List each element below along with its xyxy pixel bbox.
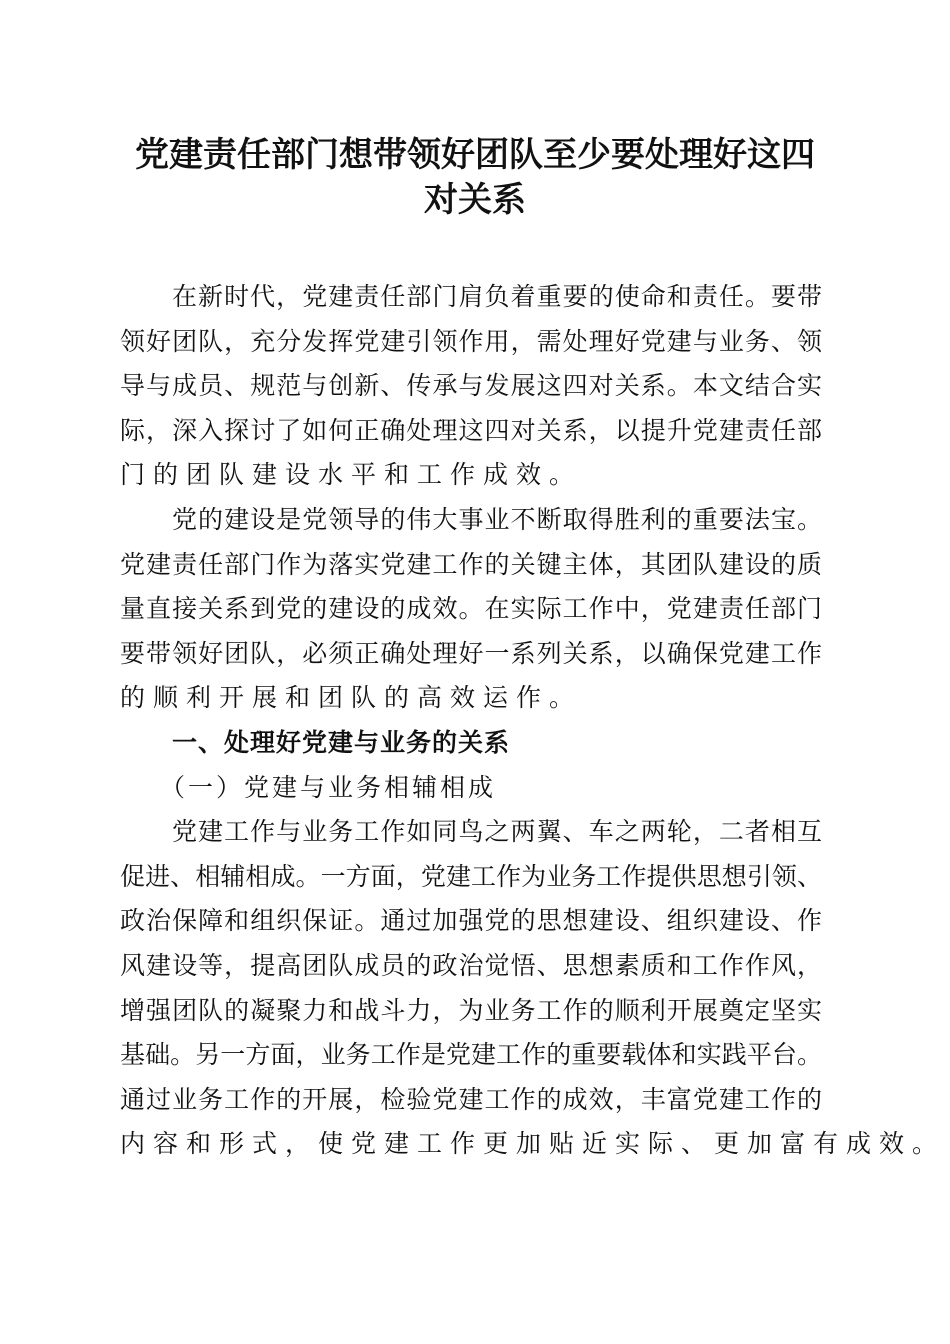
- text-line: 内容和形式，使党建工作更加贴近实际、更加富有成效。: [120, 1129, 946, 1159]
- document-title: [110, 133, 840, 223]
- text-line: 量直接关系到党的建设的成效。在实际工作中，党建责任部门: [120, 594, 822, 624]
- text-line: 增强团队的凝聚力和战斗力，为业务工作的顺利开展奠定坚实: [120, 995, 822, 1025]
- paragraph-intro: [120, 275, 822, 498]
- text-line: 党建工作与业务工作如同鸟之两翼、车之两轮，二者相互: [172, 817, 822, 847]
- text-line: 党建责任部门作为落实党建工作的关键主体，其团队建设的质: [120, 549, 822, 579]
- text-line: 领好团队，充分发挥党建引领作用，需处理好党建与业务、领: [120, 326, 822, 356]
- text-line: 基础。另一方面，业务工作是党建工作的重要载体和实践平台。: [120, 1040, 822, 1070]
- text-line: 际，深入探讨了如何正确处理这四对关系，以提升党建责任部: [120, 415, 822, 445]
- text-line: 在新时代，党建责任部门肩负着重要的使命和责任。要带: [172, 282, 822, 311]
- text-line: 要带领好团队，必须正确处理好一系列关系，以确保党建工作: [120, 638, 822, 668]
- text-line: 政治保障和组织保证。通过加强党的思想建设、组织建设、作: [120, 906, 822, 936]
- text-line: 导与成员、规范与创新、传承与发展这四对关系。本文结合实: [120, 371, 822, 401]
- title-line-1: 党建责任部门想带领好团队至少要处理好这四: [135, 135, 815, 175]
- paragraph-section-1: [120, 810, 946, 1167]
- text-line: 促进、相辅相成。一方面，党建工作为业务工作提供思想引领、: [120, 861, 822, 891]
- paragraph-background: [120, 498, 822, 721]
- subsection-heading: （一）党建与业务相辅相成: [160, 772, 497, 802]
- title-line-2: 对关系: [424, 180, 526, 220]
- document-body: [120, 275, 946, 1167]
- text-line: 党的建设是党领导的伟大事业不断取得胜利的重要法宝。: [172, 504, 822, 534]
- text-line: 通过业务工作的开展，检验党建工作的成效，丰富党建工作的: [120, 1084, 822, 1114]
- text-line: 门的团队建设水平和工作成效。: [120, 460, 583, 490]
- text-line: 风建设等，提高团队成员的政治觉悟、思想素质和工作作风，: [120, 950, 822, 980]
- section-heading: 一、处理好党建与业务的关系: [172, 727, 511, 757]
- text-line: 的顺利开展和团队的高效运作。: [120, 683, 583, 713]
